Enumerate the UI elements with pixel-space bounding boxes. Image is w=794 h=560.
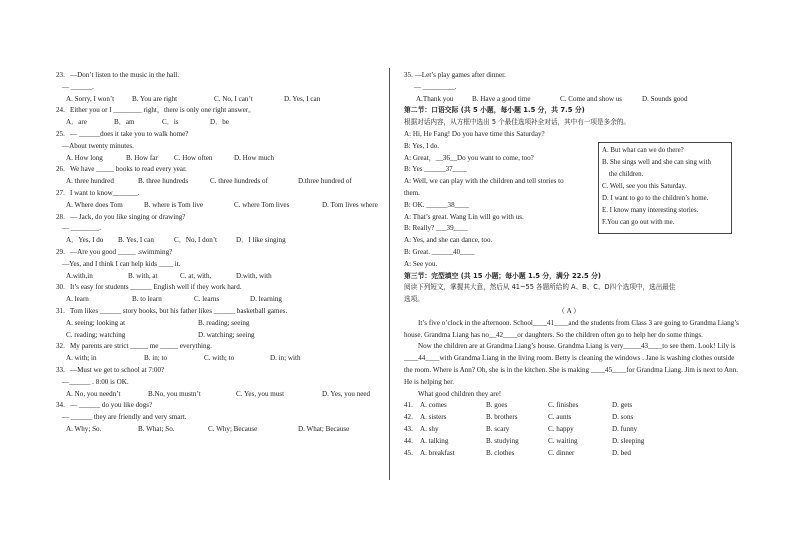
option-a: A. Sorry, I won’t <box>66 94 115 103</box>
column-divider <box>389 68 390 480</box>
question-stem <box>56 105 374 117</box>
options-row <box>66 235 374 247</box>
question-stem <box>56 341 374 353</box>
option-c: C. Why; Because <box>208 424 258 433</box>
option-c: C. Come and show us <box>560 94 623 103</box>
option-b: B. Have a good time <box>472 94 531 103</box>
answer-option-a: A. breakfast <box>420 448 455 457</box>
option-b: B. in; to <box>144 354 168 363</box>
option-d: D. Sounds good <box>642 94 688 103</box>
section-3-instruction-line1: 阅读下列短文，掌握其大意，然后从 41~55 各题所给的 A、B、C、D四个选项中，选出最佳 <box>404 283 676 292</box>
option-a: A. How long <box>66 153 103 162</box>
answer-option-d: D. sons <box>612 413 634 422</box>
option-d: D. watching; seeing <box>198 330 255 339</box>
question-stem <box>56 365 374 377</box>
question-number: 33. <box>56 365 65 374</box>
question-number: 23. <box>56 71 65 79</box>
options-row <box>66 318 374 330</box>
question-text: — ______ do you like dogs? <box>70 401 153 410</box>
option-b: B. You are right <box>132 94 178 103</box>
question-reply-line: — ______. <box>62 82 94 91</box>
option-d: D.with, with <box>236 271 272 280</box>
option-c: C. at, with, <box>180 271 212 280</box>
question-number: 28. <box>56 212 65 221</box>
box-option: A. But what can we do there? <box>602 147 684 154</box>
options-row <box>66 117 374 129</box>
option-b: B. three hundreds <box>138 177 189 186</box>
option-b: B. reading; seeing <box>198 318 250 327</box>
option-d: D.three hundred of <box>298 177 352 186</box>
answer-option-a: A. comes <box>420 401 447 410</box>
dialogue-line: them. <box>404 188 420 197</box>
question-reply-line: — ________. <box>62 224 102 233</box>
answer-row <box>404 412 744 424</box>
passage-paragraph-2: Now the children are at Grandma Liang’s house. Grandma Liang is very_____43____to see them. Look! Lily is ____44____with Grandma Liang in the living room. Betty is cleaning the windows . Jane is washing clothes outside the room. Where is Ann? Oh, she is in the kitchen. She is making ____45____for Grandma Liang. Jim is next to Ann. He is helping her. <box>404 342 739 386</box>
option-b: B. with, at <box>128 271 158 280</box>
box-option: B. She sings well and she can sing with <box>602 159 711 166</box>
option-c: C. three hundreds of <box>210 177 268 186</box>
options-row <box>66 330 374 342</box>
options-row <box>66 94 374 106</box>
option-d: D. Yes, I can <box>284 94 321 103</box>
option-c: C. with; to <box>204 354 235 363</box>
question-stem <box>56 164 374 176</box>
option-a: A. with; in <box>66 354 97 363</box>
dialogue-line: B: Yes ______37____ <box>404 165 467 174</box>
option-c: C. Yes, you must <box>236 389 285 398</box>
options-row <box>66 353 374 365</box>
question-stem <box>56 247 374 259</box>
question-text: I want to know_______. <box>70 188 140 197</box>
option-b: B. How far <box>126 153 158 162</box>
question-text: We have _____ books to read every year. <box>70 165 187 174</box>
answer-option-c: C. finishes <box>548 401 579 410</box>
answer-option-d: D. funny <box>612 424 638 433</box>
answer-option-b: B. goes <box>486 401 508 410</box>
dialogue-line: A: Great，__36__Do you want to come, too? <box>404 153 534 162</box>
box-option: the children. <box>602 171 644 178</box>
question-number: 29. <box>56 247 65 256</box>
option-d: D. Tom lives where <box>322 200 378 209</box>
dialogue-line: A: Hi, He Fang! Do you have time this Saturday? <box>404 129 545 138</box>
options-row <box>66 424 374 436</box>
option-c: C．is <box>162 118 179 127</box>
option-d: D. How much <box>234 153 274 162</box>
answer-option-b: B. brothers <box>486 413 518 422</box>
option-d: D．be <box>210 118 229 127</box>
dialogue-line: B: OK. ______38____ <box>404 200 469 209</box>
answer-option-d: D. gets <box>612 401 633 410</box>
option-a: A．are <box>66 118 87 127</box>
answer-option-b: B. scary <box>486 424 510 433</box>
option-a: A. learn <box>66 295 89 304</box>
question-number: 26. <box>56 165 65 174</box>
question-35-stem: 35. —Let’s play games after dinner. <box>404 71 506 79</box>
answer-option-c: C. happy <box>548 424 574 433</box>
box-option: E. I know many interesting stories. <box>602 207 699 214</box>
question-stem <box>56 306 374 318</box>
dialogue-line: A: Well, we can play with the children and tell stories to <box>404 177 564 186</box>
answer-option-a: A. shy <box>420 424 439 433</box>
question-text: — ______does it take you to walk home? <box>70 129 189 138</box>
option-a: A. Why; So. <box>66 424 102 433</box>
dialogue-options-box <box>598 142 732 234</box>
option-c: C. where Tom lives <box>234 200 290 209</box>
answer-option-c: C. dinner <box>548 448 575 457</box>
answer-option-a: A. talking <box>420 436 449 445</box>
answer-option-c: C. waiting <box>548 436 578 445</box>
question-reply-line: —Yes, and I think I can help kids ____ it. <box>62 259 181 268</box>
answer-option-d: D. sleeping <box>612 436 645 445</box>
question-number: 34. <box>56 401 65 410</box>
question-text: It’s easy for students ______ English well if they work hard. <box>70 283 242 292</box>
box-option: D. I want to go to the children’s home. <box>602 195 709 202</box>
section-3-heading: 第三节：完型填空 (共 15 小题；每小题 1.5 分，满分 22.5 分) <box>404 271 601 280</box>
question-text: Either you or I ________ right，there is only one right answer。 <box>70 106 256 115</box>
options-box-list <box>602 145 728 229</box>
left-column <box>56 70 378 436</box>
question-number: 31. <box>56 306 65 315</box>
option-b: B. to learn <box>132 295 162 304</box>
answer-number: 42. <box>404 413 413 422</box>
question-text: —Must we get to school at 7:00? <box>70 365 165 374</box>
question-stem <box>56 282 374 294</box>
option-b: B. What; So. <box>138 424 175 433</box>
question-number: 24. <box>56 106 65 115</box>
question-number: 27. <box>56 188 65 197</box>
question-stem <box>56 70 374 82</box>
options-row <box>66 176 374 188</box>
answer-option-a: A. sisters <box>420 413 447 422</box>
options-row <box>66 271 374 283</box>
option-a: A．Yes, I do <box>66 236 104 245</box>
section-3-instruction-line2: 选项。 <box>404 295 424 304</box>
section-2-heading: 第二节：口语交际 (共 5 小题，每小题 1.5 分，共 7.5 分) <box>404 106 585 115</box>
question-35-options <box>416 94 744 106</box>
answer-number: 44. <box>404 436 413 445</box>
answer-row <box>404 400 744 412</box>
option-c: C. learns <box>194 295 220 304</box>
question-reply-line: — ______ they are friendly and very smart. <box>62 413 187 422</box>
answer-row <box>404 424 744 436</box>
dialogue-line: B: Yes, I do. <box>404 141 440 150</box>
answer-option-d: D. bed <box>612 448 631 457</box>
dialogue-line: A: Yes, and she can dance, too. <box>404 236 493 245</box>
option-d: D．I like singing <box>236 236 286 245</box>
question-number: 32. <box>56 342 65 351</box>
option-d: D. Yes, you need <box>322 389 371 398</box>
right-column <box>404 70 744 459</box>
dialogue-line: B: Great. ______40____ <box>404 247 475 256</box>
option-a: A.Thank you <box>416 94 454 103</box>
option-a: A. three hundred <box>66 177 114 186</box>
question-stem <box>56 188 374 200</box>
question-35-reply: — _________. <box>414 82 457 91</box>
passage-paragraph-1: It’s five o’clock in the afternoon. School____41____and the students from Class 3 are going to Grandma Liang’s house. Grandma Liang has no__42____or daughters. So the children often go to help her do some things. <box>404 318 739 339</box>
question-number: 30. <box>56 283 65 292</box>
passage-label: （ A ） <box>557 306 581 315</box>
question-text: Tom likes ______ story books, but his father likes ______ basketball games. <box>70 306 288 315</box>
dialogue-line: B: Really? ___39____ <box>404 224 468 233</box>
question-stem <box>56 212 374 224</box>
answer-row <box>404 436 744 448</box>
question-text: — Jack, do you like singing or drawing? <box>70 212 186 221</box>
answer-number: 43. <box>404 424 413 433</box>
answer-option-c: C. aunts <box>548 413 572 422</box>
option-c: C. No, I can’t <box>214 94 253 103</box>
question-stem <box>56 129 374 141</box>
question-reply-line: —______ . 8:00 is OK. <box>62 377 129 386</box>
options-row <box>66 153 374 165</box>
option-a: A. seeing; looking at <box>66 318 126 327</box>
option-c: C. reading; watching <box>66 330 126 339</box>
answer-number: 45. <box>404 448 413 457</box>
option-d: D. What; Because <box>298 424 350 433</box>
question-reply-line: —About twenty minutes. <box>62 141 134 150</box>
options-row <box>66 200 378 212</box>
options-row <box>66 389 374 401</box>
dialogue-line: A: That’s great. Wang Lin will go with us. <box>404 212 524 221</box>
option-c: C. How often <box>174 153 213 162</box>
option-b: B. Yes, I can <box>118 236 154 245</box>
option-b: B.No, you mustn’t <box>148 389 201 398</box>
option-d: D. in; with <box>270 354 301 363</box>
question-text: My parents are strict _____ me _____ everything. <box>70 342 212 351</box>
dialogue-line: A: See you. <box>404 259 438 268</box>
question-text: —Are you good _____ .swimming? <box>70 247 173 256</box>
option-a: A. No, you needn’t <box>66 389 121 398</box>
question-list <box>56 70 378 436</box>
box-option: F.You can go out with me. <box>602 219 675 226</box>
question-stem <box>56 400 374 412</box>
option-b: B．am <box>114 118 135 127</box>
option-a: A.with,in <box>66 271 93 280</box>
options-row <box>66 294 374 306</box>
answer-option-b: B. studying <box>486 436 519 445</box>
box-option: C. Well, see you this Saturday. <box>602 183 687 190</box>
cloze-answer-options <box>404 400 744 459</box>
answer-number: 41. <box>404 401 413 410</box>
option-c: C．No, I don’t <box>174 236 218 245</box>
question-number: 25. <box>56 129 65 138</box>
option-d: D. learning <box>250 295 282 304</box>
section-2-instruction: 根据对话内容，从方框中选出 5 个最佳选项补全对话，其中有一项是多余的。 <box>404 118 630 127</box>
passage-closing: What good children they are! <box>418 389 502 398</box>
answer-option-b: B. clothes <box>486 448 515 457</box>
question-text: —Don’t listen to the music in the hall. <box>70 71 180 79</box>
option-a: A. Where does Tom <box>66 200 123 209</box>
option-b: B. where is Tom live <box>144 200 204 209</box>
answer-row <box>404 448 744 460</box>
